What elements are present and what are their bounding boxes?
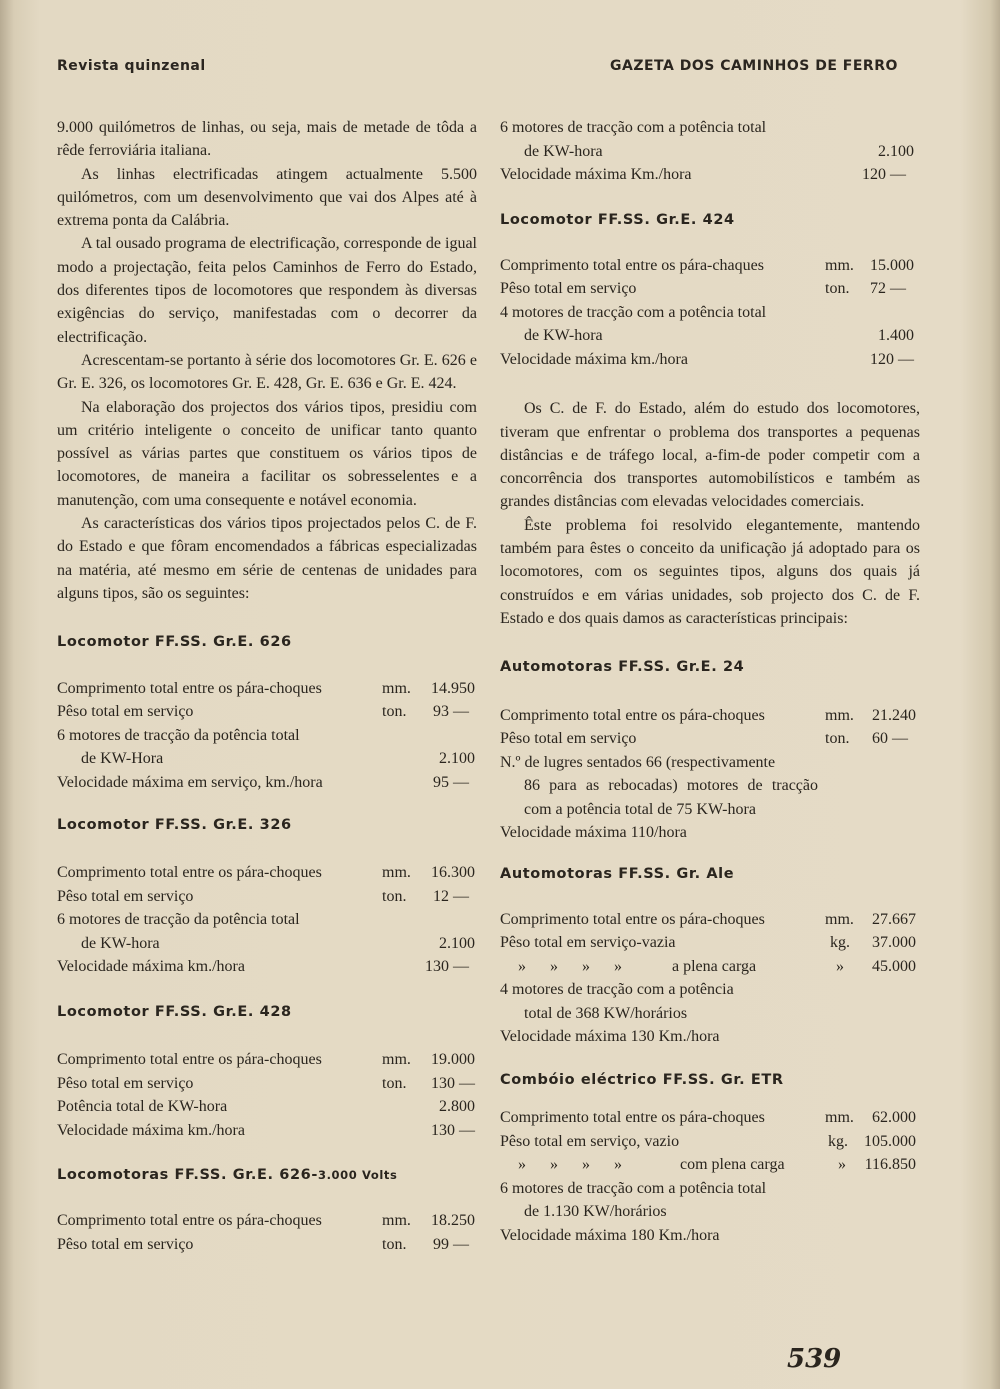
paragraph: Na elaboração dos projectos dos vários tipos, presidiu com um critério inteligente o conceito de unificar tanto quanto possível as várias partes que constituem os vários tipos de locomotores, de maneira a facilitar os sobresselentes e a manutenção, com uma consequente e notável economia.: [57, 398, 477, 509]
running-head-right: GAZETA DOS CAMINHOS DE FERRO: [610, 58, 898, 74]
spec-label: N.º de lugres sentados 66 (respectivamente: [500, 753, 776, 771]
spec-row: [500, 1106, 920, 1130]
paragraph: As linhas electrificadas atingem actualmente 5.500 quilómetros, com um desenvolvimento que vai dos Alpes até à extrema ponta da Calábria.: [57, 165, 477, 230]
spec-value: 105.000: [864, 1132, 916, 1150]
spec-row: [57, 1095, 477, 1119]
spec-unit: mm.: [825, 1109, 854, 1127]
spec-value: 14.950: [431, 679, 475, 697]
spec-label: Comprimento total entre os pára-choques: [57, 1051, 322, 1069]
spec-unit: mm.: [382, 864, 411, 882]
spec-row: [57, 1233, 477, 1257]
spec-row: [57, 1072, 477, 1096]
spec-label: Velocidade máxima km./hora: [57, 958, 245, 976]
spec-value: 93 —: [433, 703, 469, 721]
section-heading: Automotoras FF.SS. Gr.E. 24: [500, 659, 745, 676]
spec-value: 62.000: [872, 1109, 916, 1127]
spec-unit: mm.: [382, 1212, 411, 1230]
spec-value: 116.850: [864, 1156, 916, 1174]
page-number: 539: [787, 1344, 842, 1374]
spec-row: [57, 932, 477, 956]
section-heading: [57, 1164, 477, 1187]
spec-value: 12 —: [433, 887, 469, 905]
spec-row: [500, 704, 920, 728]
spec-value: 2.100: [439, 934, 475, 952]
spec-value: 72 —: [870, 280, 906, 298]
spec-value: 95 —: [433, 773, 469, 791]
spec-unit: mm.: [825, 706, 854, 724]
spec-value: 60 —: [872, 730, 908, 748]
section-heading-text: Locomotoras FF.SS. Gr.E. 626-: [57, 1167, 318, 1184]
spec-label: Comprimento total entre os pára-chaques: [500, 256, 764, 274]
spec-value: 2.800: [439, 1098, 475, 1116]
spec-label: Velocidade máxima em serviço, km./hora: [57, 773, 323, 791]
spec-label: a plena carga: [672, 957, 757, 975]
spec-label: 6 motores de tracção da potência total: [57, 911, 300, 929]
spec-label: de KW-hora: [524, 327, 603, 345]
spec-label: 4 motores de tracção com a potência: [500, 981, 734, 999]
paragraph: 9.000 quilómetros de linhas, ou seja, mais de metade de tôda a rêde ferroviária italiana.: [57, 119, 477, 160]
left-column: [57, 116, 477, 1256]
spec-label: Comprimento total entre os pára-choques: [500, 1109, 765, 1127]
running-head-left: Revista quinzenal: [57, 58, 206, 74]
spec-value: 18.250: [431, 1212, 475, 1230]
spec-row: [57, 955, 477, 979]
spec-unit: ton.: [825, 730, 850, 748]
spec-row: [57, 771, 477, 795]
spec-label: Pêso total em serviço: [57, 887, 194, 905]
spec-row: [500, 1130, 920, 1154]
spec-row: [500, 163, 920, 187]
spec-label: Pêso total em serviço, vazio: [500, 1132, 680, 1150]
paragraph: Acrescentam-se portanto à série dos locomotores Gr. E. 626 e Gr. E. 326, os locomotores Gr. E. 428, Gr. E. 636 e Gr. E. 424.: [57, 351, 477, 393]
spec-label: total de 368 KW/horários: [524, 1004, 688, 1022]
ditto-marks: » » » »: [518, 957, 622, 975]
spec-label: Pêso total em serviço: [500, 730, 637, 748]
spec-value: 120 —: [862, 166, 906, 183]
spec-label: Pêso total em serviço: [57, 1235, 194, 1253]
spec-label: Comprimento total entre os pára-choques: [57, 864, 322, 882]
section-heading: Locomotor FF.SS. Gr.E. 626: [57, 634, 292, 651]
spec-value: 2.100: [878, 142, 914, 160]
spec-row: [500, 1200, 920, 1224]
spec-unit: ton.: [825, 280, 850, 298]
spec-row: [500, 348, 920, 372]
spec-label: Comprimento total entre os pára-choques: [500, 706, 765, 724]
spec-label: Pêso total em serviço: [500, 280, 637, 298]
spec-row: [57, 747, 477, 771]
spec-value: 15.000: [870, 256, 914, 274]
paragraph: As características dos vários tipos projectados pelos C. de F. do Estado e que fôram encomendados a fábricas especializadas na matéria, até mesmo em série de centenas de unidades para alguns tipos, são os seguintes:: [57, 515, 477, 602]
spec-row: [500, 116, 920, 140]
spec-label: Pêso total em serviço: [57, 1074, 194, 1092]
spec-label: de KW-Hora: [81, 750, 164, 768]
spec-value: 27.667: [872, 910, 916, 928]
spec-row: [500, 301, 920, 325]
spec-row: [57, 885, 477, 909]
section-heading: Locomotor FF.SS. Gr.E. 326: [57, 817, 292, 834]
spec-row: [500, 1153, 920, 1177]
spec-unit: kg.: [830, 934, 850, 952]
spec-row: [500, 1002, 920, 1026]
spec-row: [57, 1048, 477, 1072]
spec-label: Velocidade máxima 180 Km./hora: [500, 1226, 720, 1244]
spec-label: Velocidade máxima 130 Km./hora: [500, 1028, 720, 1046]
spec-unit: mm.: [825, 256, 854, 274]
spec-continuation: 86 para as rebocadas) motores de tracção com a potência total de 75 KW-hora: [524, 777, 818, 818]
spec-unit: mm.: [382, 1051, 411, 1069]
spec-label: Velocidade máxima Km./hora: [500, 166, 692, 183]
spec-value: 99 —: [433, 1235, 469, 1253]
section-heading: Locomotor FF.SS. Gr.E. 424: [500, 211, 735, 228]
spec-value: 130 —: [431, 1074, 475, 1092]
spec-label: Potência total de KW-hora: [57, 1098, 228, 1116]
spec-value: 16.300: [431, 864, 475, 882]
spec-value: 120 —: [870, 350, 914, 368]
spec-row: [500, 978, 920, 1002]
paragraph: A tal ousado programa de electrificação, corresponde de igual modo a projectação, feita pelos Caminhos de Ferro do Estado, dos diferentes tipos de locomotores que respondem às diversas exigências do serviço, manifestadas com o decorrer da electrificação.: [57, 235, 477, 346]
spec-unit: mm.: [382, 679, 411, 697]
spec-label: Comprimento total entre os pára-choques: [57, 679, 322, 697]
spec-row: [57, 908, 477, 932]
spec-label: Velocidade máxima km./hora: [500, 350, 688, 368]
spec-label: com plena carga: [680, 1156, 785, 1174]
spec-row: [500, 140, 920, 164]
spec-row: [57, 861, 477, 885]
spec-value: 37.000: [872, 934, 916, 952]
spec-row: [500, 324, 920, 348]
spec-row: [57, 1119, 477, 1143]
spec-label: 6 motores de tracção da potência total: [57, 726, 300, 744]
spec-label: 6 motores de tracção com a potência total: [500, 119, 767, 136]
spec-row: [500, 1025, 920, 1049]
spec-value: 130 —: [431, 1121, 475, 1139]
spec-row: [500, 931, 920, 955]
right-column: [500, 116, 920, 1247]
spec-value: 45.000: [872, 957, 916, 975]
spec-label: de 1.130 KW/horários: [524, 1203, 667, 1221]
spec-label: 4 motores de tracção com a potência total: [500, 303, 767, 321]
spec-value: 19.000: [431, 1051, 475, 1069]
ditto-marks: » » » »: [518, 1156, 622, 1174]
spec-label: 6 motores de tracção com a potência total: [500, 1179, 767, 1197]
spec-row: [500, 821, 920, 845]
spec-row: [500, 1224, 920, 1248]
spec-label: Comprimento total entre os pára-choques: [57, 1212, 322, 1230]
spec-unit: ton.: [382, 887, 407, 905]
spec-unit: »: [838, 1156, 846, 1174]
spec-row: [57, 700, 477, 724]
spec-row: [500, 727, 920, 751]
spec-unit: »: [836, 957, 844, 975]
spec-value: 21.240: [872, 706, 916, 724]
spec-row: [500, 1177, 920, 1201]
spec-row: [500, 254, 920, 278]
section-heading: Locomotor FF.SS. Gr.E. 428: [57, 1003, 292, 1020]
spec-label: Pêso total em serviço-vazia: [500, 934, 676, 952]
spec-row: [57, 724, 477, 748]
spec-row: [500, 955, 920, 979]
spec-value: 1.400: [878, 327, 914, 345]
spec-label: de KW-hora: [81, 934, 160, 952]
spec-unit: ton.: [382, 1235, 407, 1253]
spec-row: [500, 908, 920, 932]
spec-label: Pêso total em serviço: [57, 703, 194, 721]
spec-unit: mm.: [825, 910, 854, 928]
spec-value: 130 —: [425, 958, 469, 976]
spec-row: [57, 677, 477, 701]
spec-label: de KW-hora: [524, 142, 603, 160]
spec-row: [57, 1209, 477, 1233]
spec-label: Velocidade máxima km./hora: [57, 1121, 245, 1139]
spec-value: 2.100: [439, 750, 475, 768]
spec-row: [500, 751, 920, 775]
paragraph: Êste problema foi resolvido elegantemente, mantendo também para êstes o conceito da unificação já adoptado para os locomotores, com os seguintes tipos, alguns dos quais já construídos e em várias unidades, sob projecto dos C. de F. Estado e dos quais damos as características principais:: [500, 516, 920, 627]
section-heading: Combóio eléctrico FF.SS. Gr. ETR: [500, 1071, 784, 1088]
spec-unit: ton.: [382, 703, 407, 721]
spec-label: Velocidade máxima 110/hora: [500, 824, 687, 842]
section-heading: Automotoras FF.SS. Gr. Ale: [500, 865, 735, 882]
paragraph: Os C. de F. do Estado, além do estudo dos locomotores, tiveram que enfrentar o problema dos transportes a pequenas distâncias e de tráfego local, a-fim-de poder competir com a concorrência dos transportes automobilísticos e também as grandes distâncias com elevadas velocidades comerciais.: [500, 400, 920, 511]
section-heading-suffix: 3.000 Volts: [317, 1168, 398, 1183]
spec-unit: kg.: [828, 1132, 848, 1150]
spec-unit: ton.: [382, 1074, 407, 1092]
spec-label: Comprimento total entre os pára-choques: [500, 910, 765, 928]
spec-row: [500, 277, 920, 301]
